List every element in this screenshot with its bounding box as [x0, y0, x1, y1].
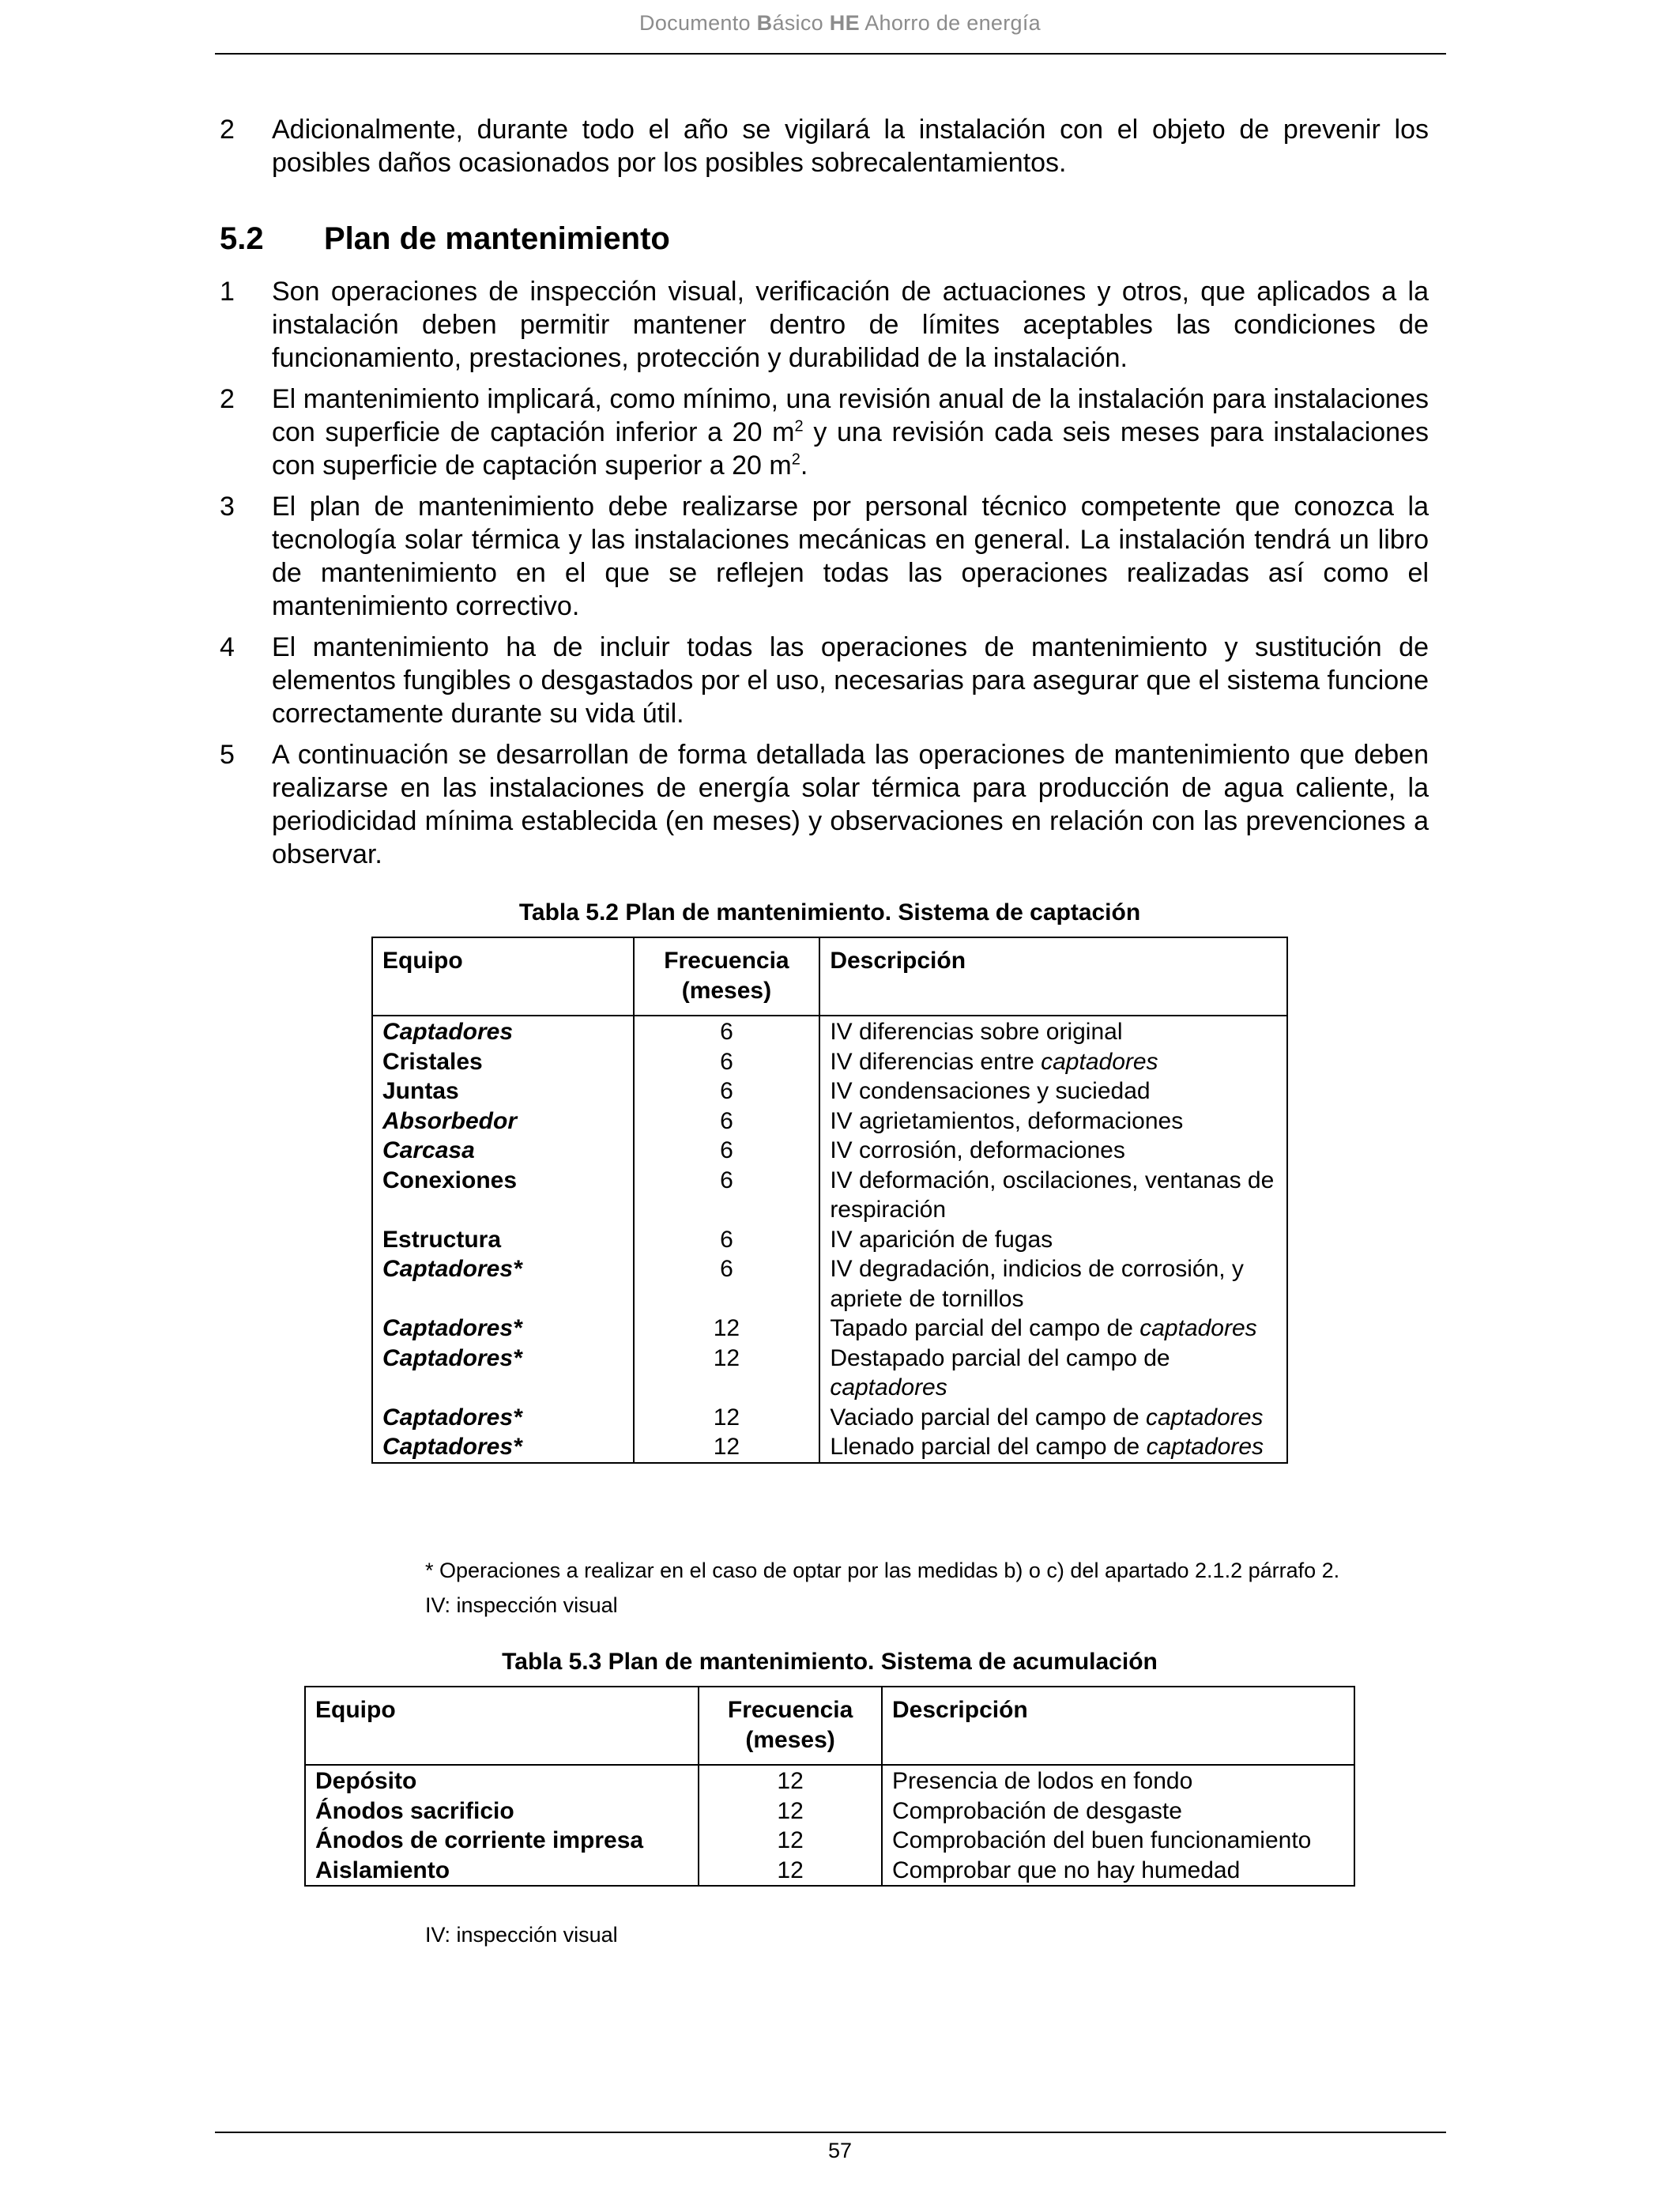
cell-frecuencia: 6 [634, 1166, 820, 1225]
table-row [305, 1826, 1354, 1856]
maintenance-table-acumulacion [304, 1686, 1355, 1887]
paragraph-text: Son operaciones de inspección visual, verificación de actuaciones y otros, que aplicados a la instalación deben permitir mantener dentro de límites aceptables las condiciones de funcionamiento, prestaciones, protección y durabilidad de la instalación. [272, 277, 1429, 373]
paragraph-1 [220, 275, 1429, 375]
paragraph-number: 1 [220, 277, 235, 307]
cell-equipo: Juntas [372, 1076, 634, 1106]
paragraph-text: El mantenimiento implicará, como mínimo, una revisión anual de la instalación para instalaciones con superficie de captación inferior a 20 $m^2$ y una revisión cada seis meses para instalaciones con superficie de captación superior a 20 $m^2$. [272, 384, 1429, 481]
cell-frecuencia: 6 [634, 1136, 820, 1166]
cell-equipo: Captadores* [372, 1254, 634, 1314]
cell-equipo: Carcasa [372, 1136, 634, 1166]
cell-frecuencia: 12 [699, 1796, 882, 1826]
column-header-equipo: Equipo [372, 937, 634, 1016]
table-row [372, 1166, 1287, 1225]
cell-descripcion: IV agrietamientos, deformaciones [819, 1106, 1287, 1137]
column-header-descripcion: Descripción [882, 1687, 1354, 1765]
paragraph-number: 5 [220, 740, 235, 770]
table-note-iv: IV: inspección visual [425, 1923, 618, 1947]
table-row [372, 1344, 1287, 1403]
table-row [372, 1254, 1287, 1314]
cell-frecuencia: 6 [634, 1106, 820, 1137]
cell-descripcion: IV deformación, oscilaciones, ventanas de respiración [819, 1166, 1287, 1225]
cell-frecuencia: 12 [634, 1403, 820, 1433]
section-number: 5.2 [220, 221, 264, 256]
table-caption: Tabla 5.2 Plan de mantenimiento. Sistema de captación [518, 899, 1141, 925]
table-row [305, 1856, 1354, 1887]
cell-equipo: Ánodos de corriente impresa [305, 1826, 699, 1856]
footer-rule [215, 2132, 1446, 2133]
paragraph-number: 4 [220, 632, 235, 662]
paragraph-3 [220, 490, 1429, 623]
cell-frecuencia: 12 [634, 1432, 820, 1463]
cell-descripcion: IV aparición de fugas [819, 1225, 1287, 1255]
column-header-descripcion: Descripción [819, 937, 1287, 1016]
cell-equipo: Captadores [372, 1016, 634, 1047]
table-note-iv: IV: inspección visual [425, 1593, 618, 1617]
table-header-row [305, 1687, 1354, 1765]
cell-descripcion: Comprobación de desgaste [882, 1796, 1354, 1826]
page-number: 57 [827, 2139, 853, 2162]
cell-frecuencia: 12 [634, 1314, 820, 1344]
paragraph-text: Adicionalmente, durante todo el año se vigilará la instalación con el objeto de prevenir los posibles daños ocasionados por los posibles sobrecalentamientos. [272, 115, 1429, 178]
cell-descripcion: Comprobación del buen funcionamiento [882, 1826, 1354, 1856]
cell-descripcion: IV diferencias entre captadores [819, 1047, 1287, 1077]
cell-descripcion: IV corrosión, deformaciones [819, 1136, 1287, 1166]
paragraph-text: A continuación se desarrollan de forma detallada las operaciones de mantenimiento que deben realizarse en las instalaciones de energía solar térmica para producción de agua caliente, la periodicidad mínima establecida (en meses) y observaciones en relación con las prevenciones a observar. [272, 740, 1429, 869]
table-footnote: * Operaciones a realizar en el caso de optar por las medidas b) o c) del apartado 2.1.2 párrafo 2. [425, 1559, 1340, 1582]
paragraph-text: El plan de mantenimiento debe realizarse por personal técnico competente que conozca la tecnología solar térmica y las instalaciones mecánicas en general. La instalación tendrá un libro de mantenimiento en el que se reflejen todas las operaciones realizadas así como el mantenimiento correctivo. [272, 492, 1429, 621]
cell-descripcion: Destapado parcial del campo de captadores [819, 1344, 1287, 1403]
paragraph-number: 3 [220, 492, 235, 522]
cell-frecuencia: 6 [634, 1016, 820, 1047]
table-row [372, 1314, 1287, 1344]
cell-frecuencia: 6 [634, 1047, 820, 1077]
cell-descripcion: Comprobar que no hay humedad [882, 1856, 1354, 1887]
cell-descripcion: Tapado parcial del campo de captadores [819, 1314, 1287, 1344]
cell-descripcion: Llenado parcial del campo de captadores [819, 1432, 1287, 1463]
cell-frecuencia: 6 [634, 1225, 820, 1255]
paragraph-text: El mantenimiento ha de incluir todas las operaciones de mantenimiento y sustitución de elementos fungibles o desgastados por el uso, necesarias para asegurar que el sistema funcione correctamente durante su vida útil. [272, 632, 1429, 729]
section-title: Plan de mantenimiento [324, 221, 670, 256]
cell-equipo: Captadores* [372, 1314, 634, 1344]
cell-frecuencia: 12 [634, 1344, 820, 1403]
table-header-row [372, 937, 1287, 1016]
paragraph-4 [220, 631, 1429, 730]
cell-equipo: Depósito [305, 1765, 699, 1796]
table-caption: Tabla 5.3 Plan de mantenimiento. Sistema de acumulación [502, 1649, 1158, 1675]
running-header: Documento Básico HE Ahorro de energía [639, 11, 1041, 35]
column-header-frecuencia: Frecuencia (meses) [634, 937, 820, 1016]
cell-frecuencia: 12 [699, 1856, 882, 1887]
cell-equipo: Ánodos sacrificio [305, 1796, 699, 1826]
cell-descripcion: Vaciado parcial del campo de captadores [819, 1403, 1287, 1433]
cell-equipo: Absorbedor [372, 1106, 634, 1137]
cell-equipo: Cristales [372, 1047, 634, 1077]
table-row [305, 1765, 1354, 1796]
cell-equipo: Estructura [372, 1225, 634, 1255]
cell-frecuencia: 12 [699, 1826, 882, 1856]
cell-equipo: Captadores* [372, 1432, 634, 1463]
paragraph-number: 2 [220, 115, 235, 145]
table-row [372, 1225, 1287, 1255]
cell-equipo: Captadores* [372, 1403, 634, 1433]
table-row [372, 1136, 1287, 1166]
cell-descripcion: IV condensaciones y suciedad [819, 1076, 1287, 1106]
intro-paragraph [220, 113, 1429, 179]
section-heading [220, 220, 670, 258]
table-row [372, 1047, 1287, 1077]
paragraph-number: 2 [220, 384, 235, 414]
table-row [372, 1403, 1287, 1433]
table-row [305, 1796, 1354, 1826]
cell-frecuencia: 6 [634, 1254, 820, 1314]
table-row [372, 1016, 1287, 1047]
header-rule [215, 53, 1446, 55]
cell-equipo: Aislamiento [305, 1856, 699, 1887]
column-header-equipo: Equipo [305, 1687, 699, 1765]
table-row [372, 1106, 1287, 1137]
paragraph-2 [220, 383, 1429, 482]
cell-equipo: Conexiones [372, 1166, 634, 1225]
cell-descripcion: IV diferencias sobre original [819, 1016, 1287, 1047]
column-header-frecuencia: Frecuencia (meses) [699, 1687, 882, 1765]
cell-descripcion: IV degradación, indicios de corrosión, y apriete de tornillos [819, 1254, 1287, 1314]
cell-frecuencia: 6 [634, 1076, 820, 1106]
cell-equipo: Captadores* [372, 1344, 634, 1403]
cell-descripcion: Presencia de lodos en fondo [882, 1765, 1354, 1796]
cell-frecuencia: 12 [699, 1765, 882, 1796]
table-row [372, 1432, 1287, 1463]
maintenance-table-captacion [371, 937, 1288, 1464]
table-row [372, 1076, 1287, 1106]
paragraph-5 [220, 738, 1429, 871]
